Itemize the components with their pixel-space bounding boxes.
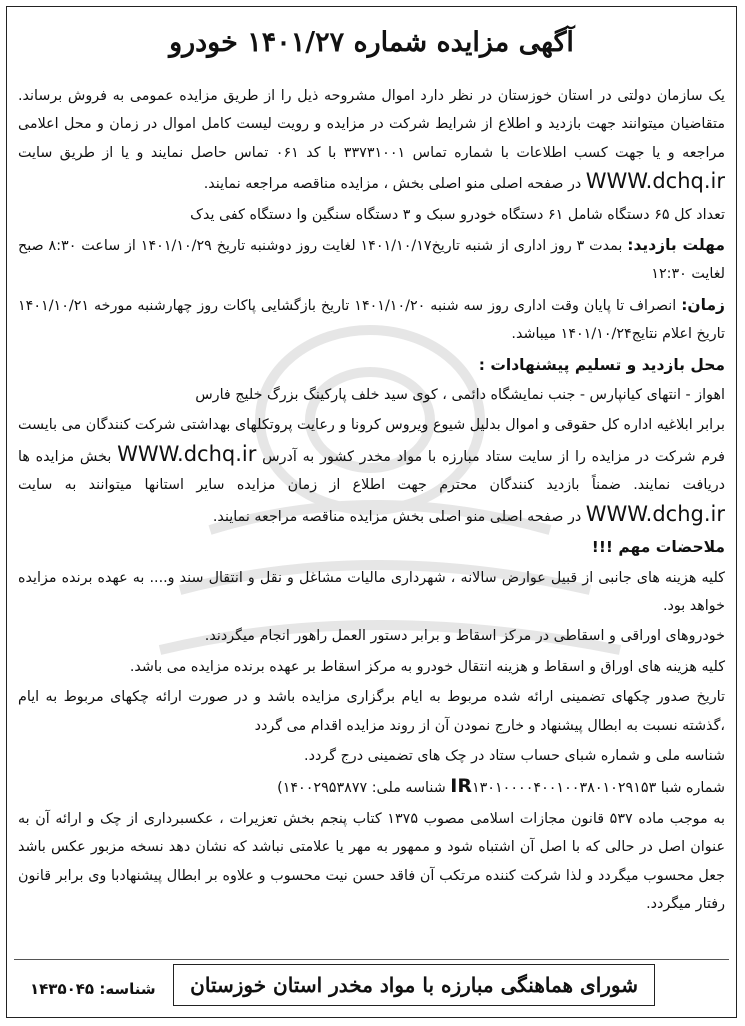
site-link-1[interactable]: WWW.dchq.ir	[585, 169, 725, 194]
time-schedule	[18, 291, 725, 349]
note-item: خودروهای اوراقی و اسقاطی در مرکز اسقاط و برابر دستور العمل راهور انجام میگردند.	[204, 628, 725, 645]
note-item: کلیه هزینه های اوراق و اسقاط و هزینه انتقال خودرو به مرکز اسقاط بر عهده برنده مزایده می باشد.	[129, 658, 725, 675]
notice-title: آگهی مزایده شماره ۱۴۰۱/۲۷ خودرو	[169, 27, 574, 58]
intro-paragraph	[18, 82, 725, 199]
place-heading: محل بازدید و تسلیم پیشنهادات :	[478, 355, 725, 374]
visit-label: مهلت بازدید:	[627, 236, 726, 255]
law-paragraph: به موجب ماده ۵۳۷ قانون مجازات اسلامی مصوب ۱۳۷۵ کتاب پنجم بخش تعزیرات ، عکسبرداری از چک و ارائه آن به عنوان اصل در حالی که با اصل آن اشتباه شود و ممهور به مهر یا علامتی نباشد که نشان دهد نسخه مزبور عکس باشد جعل محسوب میگردد و لذا شرکت کننده مرتکب آن فاقد حسن نیت محسوب و علاوه بر ابطال پیشنهادبا وی برابر قانون رفتار میگردد.	[18, 810, 725, 912]
notes-heading: ملاحضات مهم !!!	[591, 538, 725, 557]
notice-line-3: در صفحه اصلی منو اصلی بخش مزایده مناقصه مراجعه نمایند.	[212, 508, 582, 525]
notice-line-1: برابر ابلاغیه اداره کل حقوقی و اموال بدلیل شیوع ویروس کرونا و رعایت پروتکلهای بهداشتی شرکت کنندگان می بایست فرم شرکت در مزایده را از سایت ستاد مبارزه با مواد مخدر کشور به آدرس	[17, 417, 725, 465]
sheba-prefix: شماره شبا	[660, 780, 725, 797]
council-name: شورای هماهنگی مبارزه با مواد مخدر استان خوزستان	[173, 964, 655, 1006]
sheba-line	[18, 772, 725, 802]
note-item: تاریخ صدور چکهای تضمینی ارائه شده مربوط به ایام برگزاری مزایده باشد و در صورت ارائه چکهای مربوط به ایام ،گذشته نسبت به ابطال پیشنهاد و خارج نمودن آن از روند مزایده اقدام می گردد	[18, 689, 725, 734]
visit-deadline	[18, 231, 725, 289]
time-text: انصراف تا پایان وقت اداری روز سه شنبه ۱۴۰۱/۱۰/۲۰ تاریخ بازگشایی پاکات روز چهارشنبه مورخه ۱۴۰۱/۱۰/۲۱ تاریخ اعلام نتایج۱۴۰۱/۱۰/۲۴ میباشد.	[18, 297, 725, 343]
national-id: شناسه ملی: ۱۴۰۰۲۹۵۳۸۷۷)	[277, 780, 446, 797]
notice-body	[18, 14, 725, 920]
sheba-number: ۱۳۰۱۰۰۰۰۴۰۰۱۰۰۳۸۰۱۰۲۹۱۵۳	[471, 780, 657, 797]
time-label: زمان:	[681, 295, 725, 314]
notice-line-2: بخش مزایده ها دریافت نمایند. ضمناً بازدید کنندگان محترم جهت اطلاع از زمان مزایده سایر استانها میتوانند به سایت	[18, 448, 725, 494]
address: اهواز - انتهای کیانپارس - جنب نمایشگاه دائمی ، کوی سید خلف پارکینگ بزرگ خلیج فارس	[195, 387, 725, 404]
site-link-2[interactable]: WWW.dchq.ir	[117, 441, 257, 466]
notice-footer	[14, 959, 729, 1012]
intro-line-3: در صفحه اصلی منو اصلی بخش ، مزایده مناقصه مراجعه نمایند.	[203, 176, 582, 193]
site-link-3[interactable]: WWW.dchg.ir	[585, 501, 725, 526]
sheba-ir: IR	[450, 775, 472, 798]
intro-line-2: متقاضیان میتوانند جهت بازدید و اطلاع از شرایط شرکت در مزایده و رویت لیست کامل اموال در زمان و محل اعلامی مراجعه و یا جهت کسب اطلاعات با شماره تماس ۳۳۷۳۱۰۰۱ با کد ۰۶۱ تماس حاصل نمایند و یا از طریق سایت	[18, 116, 725, 161]
vehicle-count: تعداد کل ۶۵ دستگاه شامل ۶۱ دستگاه خودرو سبک و ۳ دستگاه سنگین وا دستگاه کفی یدک	[190, 206, 725, 223]
visit-text: بمدت ۳ روز اداری از شنبه تاریخ۱۴۰۱/۱۰/۱۷ لغایت روز دوشنبه تاریخ ۱۴۰۱/۱۰/۲۹ از ساعت ۸:۳۰ صبح لغایت ۱۲:۳۰	[18, 238, 725, 283]
note-item: شناسه ملی و شماره شبای حساب ستاد در چک های تضمینی درج گردد.	[304, 747, 725, 764]
notice-code: شناسه: ۱۴۳۵۰۴۵	[30, 980, 156, 998]
covid-notice	[18, 411, 725, 531]
note-item: کلیه هزینه های جانبی از قبیل عوارض سالانه ، شهرداری مالیات مشاغل و نقل و انتقال سند و.... به عهده برنده مزایده خواهد بود.	[18, 569, 725, 614]
intro-line-1: یک سازمان دولتی در استان خوزستان در نظر دارد اموال مشروحه ذیل را از طریق مزایده عمومی به فروش برساند.	[18, 88, 725, 104]
